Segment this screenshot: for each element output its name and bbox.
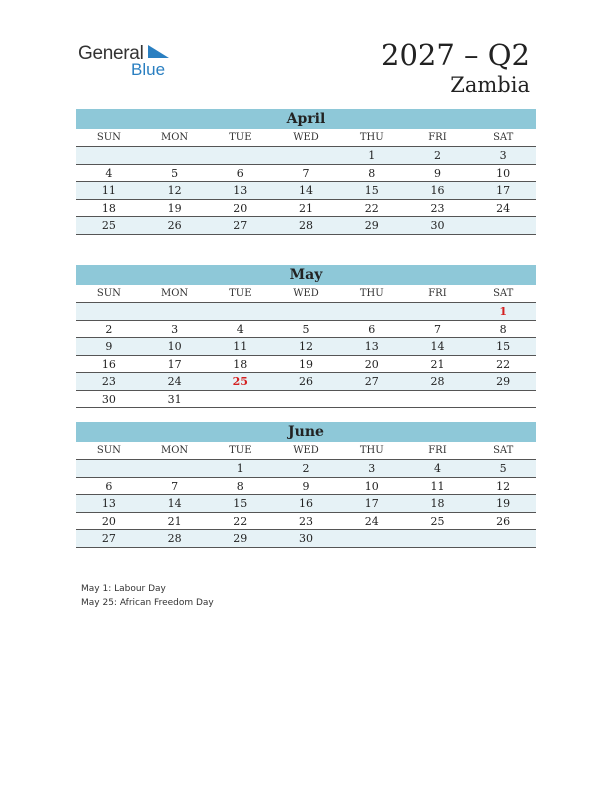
day-cell: 29: [364, 219, 379, 232]
day-cell: 1: [236, 462, 244, 475]
day-cell: [142, 303, 208, 320]
week-row: [76, 513, 536, 531]
holiday-notes: [81, 582, 214, 610]
day-cell: 1: [368, 149, 376, 162]
day-cell: 15: [233, 497, 248, 510]
day-cell: [470, 530, 536, 547]
day-cell: 9: [105, 340, 113, 353]
page-title: 2027 – Q2: [381, 38, 530, 72]
day-cell: 11: [430, 479, 445, 493]
day-cell: 19: [299, 357, 314, 371]
day-cell: 8: [499, 322, 507, 336]
day-cell: 20: [364, 357, 379, 371]
day-cell: 27: [364, 375, 379, 388]
day-cell: 18: [233, 357, 248, 371]
day-cell: 5: [171, 166, 179, 180]
day-cell: 10: [167, 340, 182, 353]
day-cell: 14: [430, 340, 445, 353]
day-cell: [405, 391, 471, 408]
week-row: [76, 478, 536, 496]
day-cell: 28: [299, 219, 314, 232]
day-cell: 30: [101, 392, 116, 406]
day-cell: 3: [171, 322, 179, 336]
logo-general-text: General: [78, 43, 144, 64]
day-cell: 19: [167, 201, 182, 215]
day-cell: 17: [167, 357, 182, 371]
day-cell: 8: [368, 166, 376, 180]
day-cell: 31: [167, 392, 182, 406]
day-cell: 26: [299, 375, 314, 388]
day-cell: [273, 303, 339, 320]
weekday-label: THU: [359, 132, 384, 143]
day-cell: 27: [233, 219, 248, 232]
holiday-day-cell: 1: [499, 305, 507, 318]
day-cell: [142, 460, 208, 477]
weekday-header-row: [76, 285, 536, 303]
logo-flag-icon: [148, 45, 169, 58]
day-cell: 14: [167, 497, 182, 510]
week-row: [76, 147, 536, 165]
day-cell: 17: [364, 497, 379, 510]
day-cell: 15: [364, 184, 379, 197]
month-may: [76, 265, 536, 408]
day-cell: [207, 391, 273, 408]
week-row: [76, 200, 536, 218]
day-cell: 13: [364, 340, 379, 353]
day-cell: 2: [302, 462, 310, 475]
day-cell: 14: [299, 184, 314, 197]
month-header: May: [76, 265, 536, 285]
day-cell: 3: [499, 149, 507, 162]
day-cell: 4: [433, 462, 441, 475]
day-cell: 16: [299, 497, 314, 510]
logo-blue-text: Blue: [131, 60, 166, 79]
day-cell: [339, 303, 405, 320]
weekday-label: TUE: [229, 288, 252, 299]
weekday-label: TUE: [229, 445, 252, 456]
day-cell: 24: [167, 375, 182, 388]
day-cell: 11: [101, 184, 116, 197]
weekday-label: FRI: [428, 132, 447, 143]
weekday-label: THU: [359, 445, 384, 456]
day-cell: 13: [233, 184, 248, 197]
day-cell: 6: [236, 166, 244, 180]
day-cell: 23: [430, 201, 445, 215]
day-cell: [142, 147, 208, 164]
weekday-label: THU: [359, 288, 384, 299]
holiday-note: May 1: Labour Day: [81, 584, 166, 594]
day-cell: 22: [364, 201, 379, 215]
day-cell: [339, 391, 405, 408]
generalblue-logo: [78, 40, 198, 80]
day-cell: 30: [430, 219, 445, 232]
day-cell: 20: [233, 201, 248, 215]
weekday-label: FRI: [428, 445, 447, 456]
day-cell: 28: [167, 532, 182, 545]
day-cell: 23: [101, 375, 116, 388]
day-cell: 12: [167, 184, 182, 197]
weekday-label: MON: [160, 288, 189, 299]
day-cell: 7: [302, 166, 310, 180]
day-cell: 9: [302, 479, 310, 493]
day-cell: 16: [430, 184, 445, 197]
weekday-label: SUN: [96, 132, 121, 143]
weekday-label: TUE: [229, 132, 252, 143]
day-cell: 29: [496, 375, 511, 388]
month-april: [76, 109, 536, 235]
day-cell: [76, 460, 142, 477]
day-cell: 16: [101, 357, 116, 371]
day-cell: 27: [101, 532, 116, 545]
week-row: [76, 321, 536, 339]
weekday-label: FRI: [428, 288, 447, 299]
day-cell: 9: [433, 166, 441, 180]
day-cell: 4: [236, 322, 244, 336]
day-cell: 12: [496, 479, 511, 493]
day-cell: 18: [101, 201, 116, 215]
day-cell: 30: [299, 532, 314, 545]
month-header: April: [76, 109, 536, 129]
day-cell: 10: [364, 479, 379, 493]
weekday-label: MON: [160, 132, 189, 143]
weekday-header-row: [76, 442, 536, 460]
day-cell: 12: [299, 340, 314, 353]
day-cell: 5: [499, 462, 507, 475]
day-cell: 25: [101, 219, 116, 232]
day-cell: 26: [496, 514, 511, 528]
day-cell: [207, 303, 273, 320]
country-subtitle: Zambia: [450, 73, 530, 97]
week-row: [76, 495, 536, 513]
weekday-label: MON: [160, 445, 189, 456]
day-cell: 2: [433, 149, 441, 162]
day-cell: [273, 147, 339, 164]
day-cell: [76, 147, 142, 164]
day-cell: [207, 147, 273, 164]
day-cell: 2: [105, 322, 113, 336]
weekday-label: WED: [293, 445, 319, 456]
day-cell: 20: [101, 514, 116, 528]
month-june: [76, 422, 536, 548]
day-cell: [405, 530, 471, 547]
weekday-label: SAT: [493, 445, 514, 456]
day-cell: 6: [105, 479, 113, 493]
week-row: [76, 391, 536, 409]
day-cell: [470, 217, 536, 234]
weekday-header-row: [76, 129, 536, 147]
day-cell: 11: [233, 340, 248, 353]
week-row: [76, 182, 536, 200]
day-cell: 8: [236, 479, 244, 493]
month-header: June: [76, 422, 536, 442]
day-cell: 26: [167, 219, 182, 232]
weekday-label: SUN: [96, 288, 121, 299]
day-cell: 22: [233, 514, 248, 528]
weekday-label: SUN: [96, 445, 121, 456]
week-row: [76, 165, 536, 183]
day-cell: 6: [368, 322, 376, 336]
day-cell: [470, 391, 536, 408]
weekday-label: SAT: [493, 288, 514, 299]
weekday-label: WED: [293, 132, 319, 143]
week-row: [76, 373, 536, 391]
day-cell: [273, 391, 339, 408]
day-cell: 18: [430, 497, 445, 510]
day-cell: 24: [364, 514, 379, 528]
week-row: [76, 217, 536, 235]
day-cell: 21: [430, 357, 445, 371]
week-row: [76, 460, 536, 478]
day-cell: 21: [167, 514, 182, 528]
day-cell: 13: [101, 497, 116, 510]
day-cell: 25: [430, 514, 445, 528]
week-row: [76, 530, 536, 548]
weekday-label: SAT: [493, 132, 514, 143]
day-cell: 21: [299, 201, 314, 215]
day-cell: 28: [430, 375, 445, 388]
day-cell: 15: [496, 340, 511, 353]
holiday-note: May 25: African Freedom Day: [81, 598, 214, 608]
week-row: [76, 356, 536, 374]
day-cell: 3: [368, 462, 376, 475]
day-cell: 10: [496, 166, 511, 180]
day-cell: [339, 530, 405, 547]
holiday-day-cell: 25: [232, 375, 248, 388]
day-cell: [76, 303, 142, 320]
day-cell: 19: [496, 497, 511, 510]
day-cell: 5: [302, 322, 310, 336]
week-row: [76, 338, 536, 356]
day-cell: 23: [299, 514, 314, 528]
day-cell: 24: [496, 201, 511, 215]
day-cell: [405, 303, 471, 320]
week-row: [76, 303, 536, 321]
day-cell: 7: [171, 479, 179, 493]
day-cell: 4: [105, 166, 113, 180]
day-cell: 7: [433, 322, 441, 336]
day-cell: 29: [233, 532, 248, 545]
day-cell: 17: [496, 184, 511, 197]
day-cell: 22: [496, 357, 511, 371]
weekday-label: WED: [293, 288, 319, 299]
